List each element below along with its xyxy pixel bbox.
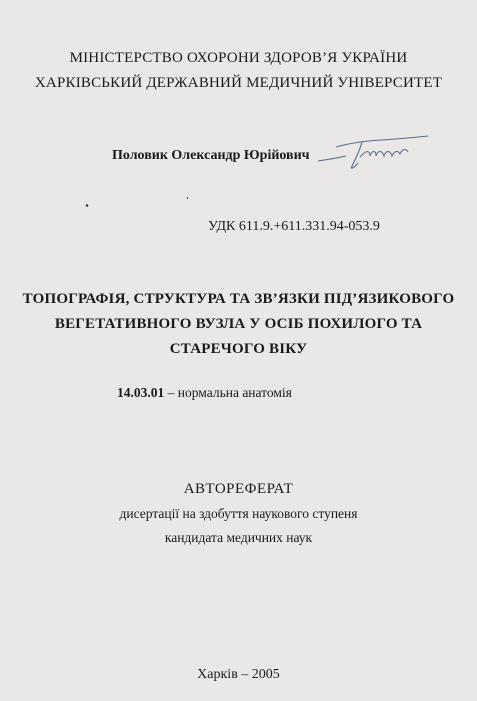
university-heading: ХАРКІВСЬКИЙ ДЕРЖАВНИЙ МЕДИЧНИЙ УНІВЕРСИТЕТ bbox=[34, 75, 443, 91]
signature-icon bbox=[316, 130, 436, 175]
academic-degree: кандидата медичних наук bbox=[164, 530, 313, 545]
ministry-heading: МІНІСТЕРСТВО ОХОРОНИ ЗДОРОВ’Я УКРАЇНИ bbox=[69, 50, 408, 66]
document-purpose: дисертації на здобуття наукового ступеня bbox=[119, 506, 358, 521]
city-year: Харків – 2005 bbox=[197, 667, 280, 682]
thesis-title-line-1: ТОПОГРАФІЯ, СТРУКТУРА ТА ЗВ’ЯЗКИ ПІД’ЯЗИКОВОГО bbox=[22, 291, 455, 307]
udk-code: УДК 611.9.+611.331.94-053.9 bbox=[208, 219, 380, 234]
author-name: Половик Олександр Юрійович bbox=[112, 148, 310, 163]
document-type: АВТОРЕФЕРАТ bbox=[183, 481, 294, 497]
specialty-name: – нормальна анатомія bbox=[164, 385, 292, 400]
scan-speck bbox=[187, 197, 188, 199]
specialty-code: 14.03.01 bbox=[117, 385, 165, 400]
thesis-title-line-2: ВЕГЕТАТИВНОГО ВУЗЛА У ОСІБ ПОХИЛОГО ТА bbox=[54, 316, 423, 332]
specialty bbox=[117, 385, 292, 401]
thesis-title-line-3: СТАРЕЧОГО ВІКУ bbox=[169, 341, 308, 357]
scan-speck bbox=[85, 204, 88, 208]
